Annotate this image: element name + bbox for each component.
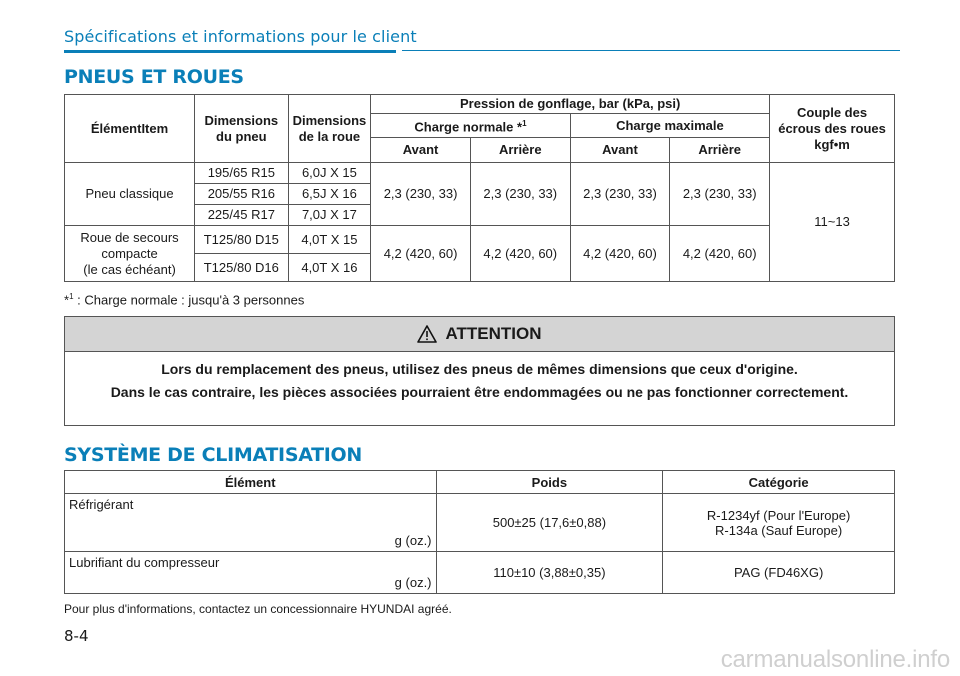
ac-weight-cell: 500±25 (17,6±0,88): [436, 494, 663, 552]
torque-value: 11~13: [770, 163, 895, 282]
attention-header: [65, 317, 894, 352]
header-rule-thin: [402, 50, 900, 51]
pressure-cell: 2,3 (230, 33): [570, 163, 670, 226]
col-normal-load: Charge normale *$^1$: [371, 114, 570, 138]
col-max-rear: Arrière: [670, 138, 770, 163]
col-tire-size: Dimensions du pneu: [195, 95, 289, 163]
wheel-size-cell: 6,5J X 16: [288, 184, 371, 205]
ac-section-title: SYSTÈME DE CLIMATISATION: [64, 444, 363, 466]
wheel-size-cell: 4,0T X 15: [288, 226, 371, 254]
attention-body: [65, 352, 894, 402]
pressure-cell: 2,3 (230, 33): [670, 163, 770, 226]
ac-item-cell: Réfrigérant g (oz.): [65, 494, 437, 552]
pressure-cell: 4,2 (420, 60): [670, 226, 770, 282]
table-row: [65, 494, 895, 552]
pressure-cell: 4,2 (420, 60): [570, 226, 670, 282]
table-row: [65, 552, 895, 594]
col-element: ÉlémentItem: [65, 95, 195, 163]
table-row: [65, 163, 895, 184]
tire-size-cell: 195/65 R15: [195, 163, 289, 184]
attention-line-2: Dans le cas contraire, les pièces associées pourraient être endommagées ou ne pas fonctionner correctement.: [110, 384, 849, 400]
watermark: carmanualsonline.info: [720, 646, 950, 673]
tires-table: [64, 94, 895, 282]
col-normal-rear: Arrière: [470, 138, 570, 163]
tire-size-cell: 225/45 R17: [195, 205, 289, 226]
warning-triangle-icon: [417, 325, 437, 343]
ac-table: [64, 470, 895, 594]
ac-category-cell: R-1234yf (Pour l'Europe) R-134a (Sauf Europe): [663, 494, 895, 552]
row-label-spare: Roue de secours compacte (le cas échéant): [65, 226, 195, 282]
ac-weight-cell: 110±10 (3,88±0,35): [436, 552, 663, 594]
ac-note: Pour plus d'informations, contactez un concessionnaire HYUNDAI agréé.: [64, 602, 452, 616]
col-ac-category: Catégorie: [663, 471, 895, 494]
wheel-size-cell: 7,0J X 17: [288, 205, 371, 226]
col-ac-element: Élément: [65, 471, 437, 494]
col-ac-weight: Poids: [436, 471, 663, 494]
col-wheel-size: Dimensions de la roue: [288, 95, 371, 163]
col-normal-front: Avant: [371, 138, 471, 163]
pressure-cell: 2,3 (230, 33): [470, 163, 570, 226]
pressure-cell: 4,2 (420, 60): [371, 226, 471, 282]
wheel-size-cell: 6,0J X 15: [288, 163, 371, 184]
header-rule-thick: [64, 50, 396, 53]
pressure-cell: 4,2 (420, 60): [470, 226, 570, 282]
attention-line-1: Lors du remplacement des pneus, utilisez des pneus de mêmes dimensions que ceux d'origine.: [161, 361, 798, 377]
col-pressure: Pression de gonflage, bar (kPa, psi): [371, 95, 770, 114]
tire-size-cell: T125/80 D16: [195, 254, 289, 282]
section-header-title: Spécifications et informations pour le client: [64, 27, 417, 46]
col-max-load: Charge maximale: [570, 114, 769, 138]
attention-box: [64, 316, 895, 426]
tire-size-cell: T125/80 D15: [195, 226, 289, 254]
wheel-size-cell: 4,0T X 16: [288, 254, 371, 282]
pressure-cell: 2,3 (230, 33): [371, 163, 471, 226]
tires-section-title: PNEUS ET ROUES: [64, 66, 244, 88]
col-torque: Couple des écrous des roues kgf•m: [770, 95, 895, 163]
row-label-classic: Pneu classique: [65, 163, 195, 226]
ac-item-cell: Lubrifiant du compresseur g (oz.): [65, 552, 437, 594]
ac-category-cell: PAG (FD46XG): [663, 552, 895, 594]
page-number: 8-4: [64, 627, 89, 645]
attention-title: ATTENTION: [445, 324, 542, 343]
tires-footnote: *$^1$ : Charge normale : jusqu'à 3 personnes: [64, 292, 305, 308]
tire-size-cell: 205/55 R16: [195, 184, 289, 205]
col-max-front: Avant: [570, 138, 670, 163]
